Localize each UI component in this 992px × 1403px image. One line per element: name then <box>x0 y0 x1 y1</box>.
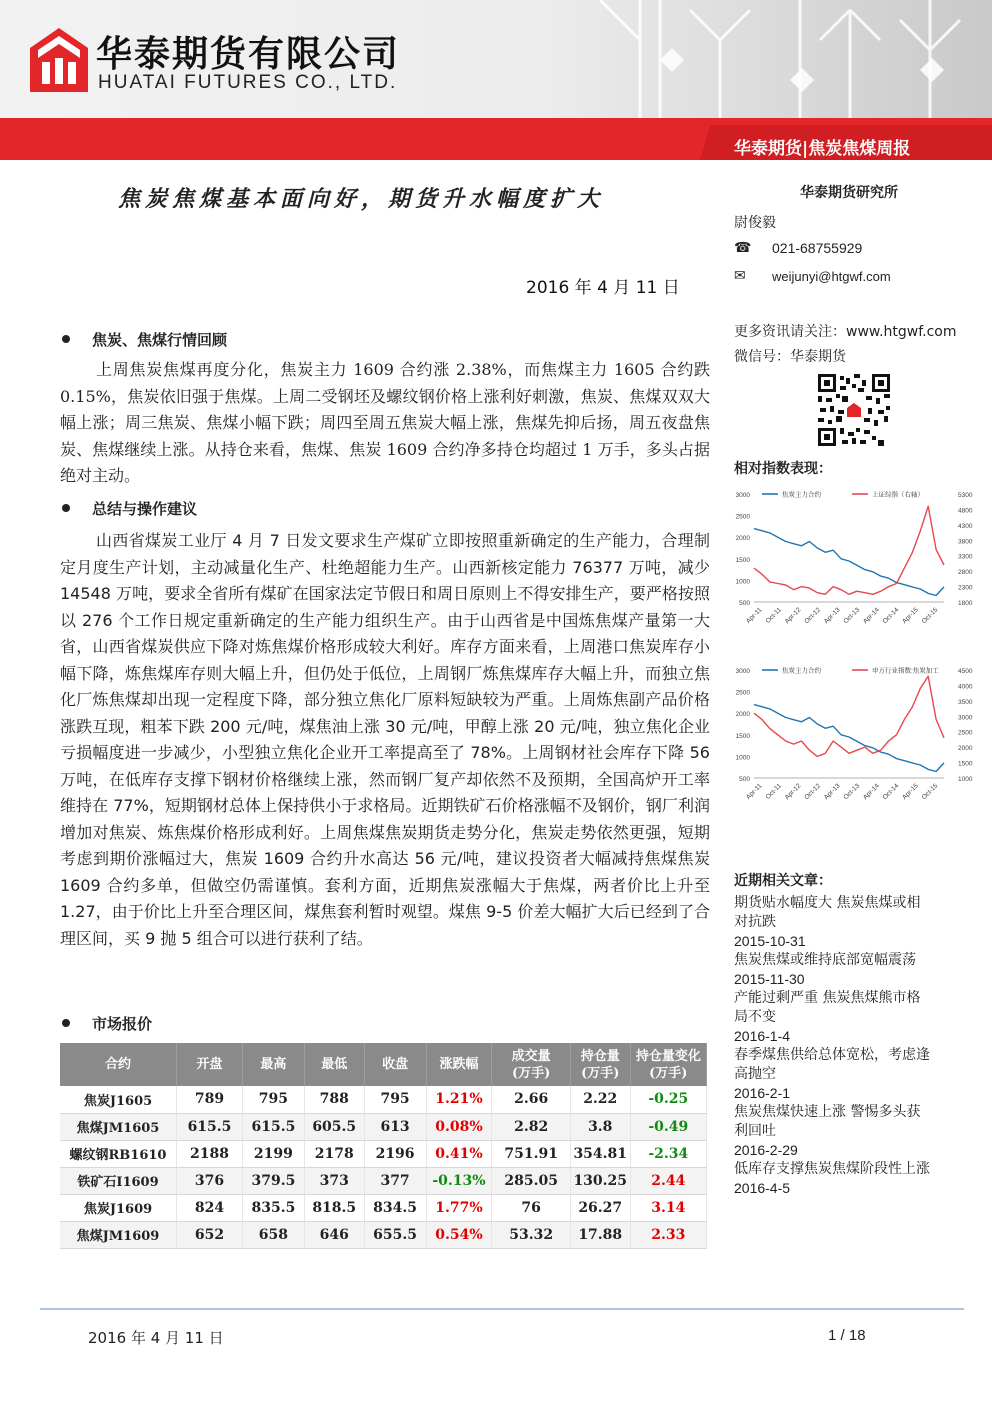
table-cell: 795 <box>364 1086 426 1113</box>
table-cell: -0.49 <box>630 1113 706 1140</box>
section-heading-review <box>62 329 227 350</box>
column-header: 最低 <box>304 1043 364 1086</box>
y-tick-label-right: 1800 <box>958 600 973 607</box>
market-quote-table <box>60 1043 707 1249</box>
table-cell: 2196 <box>364 1140 426 1167</box>
bullet-icon <box>62 1019 70 1027</box>
table-cell: 130.25 <box>570 1167 630 1194</box>
email-link[interactable]: weijunyi@htgwf.com <box>772 269 891 284</box>
y-tick-label-right: 2500 <box>958 729 973 737</box>
x-tick-label: Oct-12 <box>803 606 823 626</box>
table-cell: 377 <box>364 1167 426 1194</box>
table-cell: 2.22 <box>570 1086 630 1113</box>
article-item[interactable] <box>734 989 934 1046</box>
related-articles-list <box>734 894 934 1198</box>
table-row <box>60 1167 707 1194</box>
phone-icon: ☎ <box>734 240 752 256</box>
x-tick-label: Apr-15 <box>901 782 920 802</box>
report-series-tag: 华泰期货|焦炭焦煤周报 <box>734 139 911 159</box>
column-header: 持仓量 (万手) <box>570 1043 630 1086</box>
legend-label: 焦炭主力合约 <box>782 491 821 499</box>
page-total: 18 <box>848 1327 866 1344</box>
company-name-cn: 华泰期货有限公司 <box>96 34 401 75</box>
y-tick-label-right: 3500 <box>958 698 973 706</box>
column-header: 收盘 <box>364 1043 426 1086</box>
x-tick-label: Oct-11 <box>764 606 783 625</box>
table-cell: 789 <box>177 1086 243 1113</box>
table-cell: 0.54% <box>426 1221 492 1248</box>
bullet-icon <box>62 335 70 343</box>
table-cell: 0.41% <box>426 1140 492 1167</box>
table-cell: 2.33 <box>630 1221 706 1248</box>
x-tick-label: Apr-12 <box>783 606 803 626</box>
x-tick-label: Apr-15 <box>901 606 920 626</box>
table-cell: 658 <box>242 1221 304 1248</box>
table-cell: 53.32 <box>492 1221 570 1248</box>
y-tick-label-left: 3000 <box>735 668 750 675</box>
page-number: 1 / 18 <box>828 1327 866 1344</box>
table-cell: 2178 <box>304 1140 364 1167</box>
column-header: 持仓量变化 (万手) <box>630 1043 706 1086</box>
article-title[interactable]: 春季煤焦供给总体宽松，考虑逢高抛空 <box>734 1047 930 1082</box>
table-cell: 795 <box>242 1086 304 1113</box>
report-date: 2016 年 4 月 11 日 <box>526 278 680 298</box>
table-cell: 0.08% <box>426 1113 492 1140</box>
article-title[interactable]: 焦炭焦煤或维持底部宽幅震荡 <box>734 952 916 968</box>
section-title: 焦炭、焦煤行情回顾 <box>92 331 228 349</box>
column-header: 合约 <box>60 1043 177 1086</box>
x-tick-label: Oct-11 <box>764 782 783 801</box>
article-item[interactable] <box>734 894 934 951</box>
y-tick-label-left: 3000 <box>735 492 750 499</box>
table-cell: 818.5 <box>304 1194 364 1221</box>
y-tick-label-left: 1000 <box>735 578 750 586</box>
table-cell: 1.21% <box>426 1086 492 1113</box>
y-tick-label-right: 2000 <box>958 745 973 753</box>
y-tick-label-right: 4000 <box>958 683 973 691</box>
y-tick-label-left: 1500 <box>735 556 750 564</box>
article-date: 2016-1-4 <box>734 1028 791 1044</box>
table-cell: 373 <box>304 1167 364 1194</box>
x-tick-label: Apr-13 <box>822 782 842 802</box>
x-tick-label: Oct-14 <box>881 606 901 626</box>
table-cell: 646 <box>304 1221 364 1248</box>
wechat-id: 微信号：华泰期货 <box>734 349 846 365</box>
table-cell: 2199 <box>242 1140 304 1167</box>
table-cell: 焦煤JM1605 <box>60 1113 177 1140</box>
legend-label: 焦炭主力合约 <box>782 667 821 675</box>
table-cell: 2.44 <box>630 1167 706 1194</box>
section-title: 总结与操作建议 <box>92 500 198 518</box>
table-cell: 76 <box>492 1194 570 1221</box>
column-header: 涨跌幅 <box>426 1043 492 1086</box>
table-cell: 铁矿石I1609 <box>60 1167 177 1194</box>
table-cell: 285.05 <box>492 1167 570 1194</box>
institute-name: 华泰期货研究所 <box>800 185 898 201</box>
article-date: 2016-2-1 <box>734 1085 791 1101</box>
x-tick-label: Oct-12 <box>803 782 823 802</box>
report-title: 焦炭焦煤基本面向好，期货升水幅度扩大 <box>118 186 605 212</box>
table-cell: 1.77% <box>426 1194 492 1221</box>
series-line <box>754 506 944 594</box>
y-tick-label-left: 1500 <box>735 732 750 740</box>
table-cell: -0.25 <box>630 1086 706 1113</box>
qr-code-icon <box>818 374 890 446</box>
table-cell: 834.5 <box>364 1194 426 1221</box>
section-heading-quotes <box>62 1013 152 1034</box>
article-date: 2015-10-31 <box>734 933 806 949</box>
article-item[interactable] <box>734 1103 934 1160</box>
table-row <box>60 1113 707 1140</box>
follow-website: 更多资讯请关注：www.htgwf.com <box>734 324 957 340</box>
article-title[interactable]: 焦炭焦煤快速上涨 警惕多头获利回吐 <box>734 1104 921 1139</box>
table-cell: 751.91 <box>492 1140 570 1167</box>
table-cell: 3.8 <box>570 1113 630 1140</box>
y-tick-label-right: 4800 <box>958 507 973 515</box>
coke-vs-coking-industry-chart <box>728 658 980 814</box>
article-title[interactable]: 产能过剩严重 焦炭焦煤熊市格局不变 <box>734 990 921 1025</box>
mail-icon: ✉ <box>734 268 746 284</box>
y-tick-label-right: 4500 <box>958 668 973 675</box>
series-line <box>754 529 944 596</box>
x-tick-label: Apr-12 <box>783 782 803 802</box>
table-cell: 824 <box>177 1194 243 1221</box>
table-cell: 焦炭J1609 <box>60 1194 177 1221</box>
y-tick-label-left: 2500 <box>735 689 750 697</box>
phone-number: 021-68755929 <box>772 240 863 256</box>
legend-label: 申万行业指数:焦炭加工 <box>872 667 939 675</box>
column-header: 开盘 <box>177 1043 243 1086</box>
table-cell: 17.88 <box>570 1221 630 1248</box>
table-cell: 焦煤JM1609 <box>60 1221 177 1248</box>
table-row <box>60 1086 707 1113</box>
article-item[interactable] <box>734 1160 934 1198</box>
y-tick-label-right: 3300 <box>958 553 973 561</box>
footer-divider <box>40 1308 964 1310</box>
x-tick-label: Apr-14 <box>861 782 881 802</box>
article-item[interactable] <box>734 951 934 989</box>
table-cell: 2188 <box>177 1140 243 1167</box>
x-tick-label: Oct-15 <box>920 782 940 802</box>
table-cell: -2.34 <box>630 1140 706 1167</box>
footer-date: 2016 年 4 月 11 日 <box>88 1329 224 1347</box>
huatai-logo-icon <box>30 28 88 92</box>
y-tick-label-right: 2800 <box>958 569 973 577</box>
page-current: 1 <box>828 1327 837 1344</box>
x-tick-label: Apr-11 <box>745 782 764 801</box>
article-title[interactable]: 低库存支撑焦炭焦煤阶段性上涨 <box>734 1161 930 1177</box>
y-tick-label-left: 2500 <box>735 513 750 521</box>
company-name-en: HUATAI FUTURES CO., LTD. <box>98 72 398 93</box>
table-row <box>60 1221 707 1248</box>
relative-index-title: 相对指数表现： <box>734 461 832 477</box>
x-tick-label: Oct-13 <box>842 782 862 802</box>
article-date: 2016-4-5 <box>734 1180 791 1196</box>
table-cell: 613 <box>364 1113 426 1140</box>
table-cell: 3.14 <box>630 1194 706 1221</box>
table-cell: 2.82 <box>492 1113 570 1140</box>
y-tick-label-right: 3000 <box>958 714 973 722</box>
x-tick-label: Apr-11 <box>745 606 764 625</box>
table-cell: 焦炭J1605 <box>60 1086 177 1113</box>
article-date: 2015-11-30 <box>734 971 805 987</box>
table-cell: 354.81 <box>570 1140 630 1167</box>
y-tick-label-left: 500 <box>739 600 750 607</box>
legend-label: 上证综指（右轴） <box>872 491 924 499</box>
table-cell: 655.5 <box>364 1221 426 1248</box>
table-cell: 605.5 <box>304 1113 364 1140</box>
summary-paragraph: 山西省煤炭工业厅 4 月 7 日发文要求生产煤矿立即按照重新确定的生产能力，合理制定月度生产计划，主动减量化生产、杜绝超能力生产。山西新核定能力 76377 万吨，减少 14548 万吨，要求全省所有煤矿在国家法定节假日和周日原则上不得安排生产，要严格按照以 276 个工作日规定重新确定的生产能力组织生产。由于山西省是中国炼焦煤产量第一大省，山西省煤炭供应下降对炼焦煤价格形成较大利好。库存方面来看，上周港口焦炭库存小幅下降，炼焦煤库存则大幅上升，但仍处于低位，上周钢厂炼焦煤库存大幅上升，而独立焦化厂炼焦煤却出现一定程度下降，部分独立焦化厂原料短缺较为严重。上周炼焦副产品价格涨跌互现，粗苯下跌 200 元/吨，煤焦油上涨 30 元/吨，甲醇上涨 20 元/吨，独立焦化企业亏损幅度进一步减少，小型独立焦化企业开工率提高至了 78%。上周钢材社会库存下降 56 万吨，在低库存支撑下钢材价格继续上涨，然而钢厂复产却依然不及预期，全国高炉开工率维持在 77%，短期钢材总体上保持供小于求格局。近期铁矿石价格涨幅不及钢价，钢厂利润增加对焦炭、炼焦煤价格形成利好。上周焦煤焦炭期货走势分化，焦炭走势依然更强，短期考虑到期价涨幅过大，焦炭 1609 合约升水高达 56 元/吨，建议投资者大幅减持焦煤焦炭 1609 合约多单，但做空仍需谨慎。套利方面，近期焦炭涨幅大于焦煤，两者价比上升至 1.27，由于价比上升至合理区间，煤焦套利暂时观望。煤焦 9-5 价差大幅扩大后已经到了合理区间，买 9 抛 5 组合可以进行获利了结。 <box>60 531 710 948</box>
article-date: 2016-2-29 <box>734 1142 798 1158</box>
y-tick-label-left: 1000 <box>735 754 750 762</box>
article-title[interactable]: 期货贴水幅度大 焦炭焦煤或相对抗跌 <box>734 895 921 930</box>
analyst-name: 尉俊毅 <box>734 215 776 231</box>
x-tick-label: Oct-14 <box>881 782 901 802</box>
x-tick-label: Oct-13 <box>842 606 862 626</box>
x-tick-label: Apr-14 <box>861 606 881 626</box>
table-header-row <box>60 1043 707 1086</box>
y-tick-label-right: 1000 <box>958 776 973 783</box>
y-tick-label-right: 4300 <box>958 522 973 530</box>
y-tick-label-right: 5300 <box>958 492 973 499</box>
table-row <box>60 1140 707 1167</box>
section-title: 市场报价 <box>92 1015 153 1033</box>
column-header: 成交量 (万手) <box>492 1043 570 1086</box>
table-cell: 615.5 <box>177 1113 243 1140</box>
y-tick-label-left: 2000 <box>735 711 750 719</box>
table-row <box>60 1194 707 1221</box>
y-tick-label-right: 1500 <box>958 760 973 768</box>
y-tick-label-left: 500 <box>739 776 750 783</box>
market-review-paragraph: 上周焦炭焦煤再度分化，焦炭主力 1609 合约涨 2.38%，而焦煤主力 1605 合约跌 0.15%，焦炭依旧强于焦煤。上周二受钢坯及螺纹钢价格上涨利好刺激，焦炭、焦煤双双大幅上涨；周三焦炭、焦煤小幅下跌；周四至周五焦炭大幅上涨，焦煤先抑后扬，周五夜盘焦炭、焦煤继续上涨。从持仓来看，焦煤、焦炭 1609 合约净多持仓均超过 1 万手，多头占据绝对主动。 <box>60 360 710 485</box>
table-cell: 2.66 <box>492 1086 570 1113</box>
article-item[interactable] <box>734 1046 934 1103</box>
table-cell: 615.5 <box>242 1113 304 1140</box>
table-cell: 376 <box>177 1167 243 1194</box>
column-header: 最高 <box>242 1043 304 1086</box>
coke-vs-shanghai-index-chart <box>728 482 980 638</box>
y-tick-label-left: 2000 <box>735 535 750 543</box>
table-cell: 835.5 <box>242 1194 304 1221</box>
table-cell: 379.5 <box>242 1167 304 1194</box>
table-cell: 788 <box>304 1086 364 1113</box>
y-tick-label-right: 2300 <box>958 584 973 592</box>
x-tick-label: Apr-13 <box>822 606 842 626</box>
x-tick-label: Oct-15 <box>920 606 940 626</box>
table-cell: 螺纹钢RB1610 <box>60 1140 177 1167</box>
table-cell: -0.13% <box>426 1167 492 1194</box>
related-articles-title: 近期相关文章： <box>734 873 832 889</box>
section-heading-summary <box>62 498 197 519</box>
table-cell: 26.27 <box>570 1194 630 1221</box>
table-cell: 652 <box>177 1221 243 1248</box>
y-tick-label-right: 3800 <box>958 538 973 546</box>
bullet-icon <box>62 504 70 512</box>
